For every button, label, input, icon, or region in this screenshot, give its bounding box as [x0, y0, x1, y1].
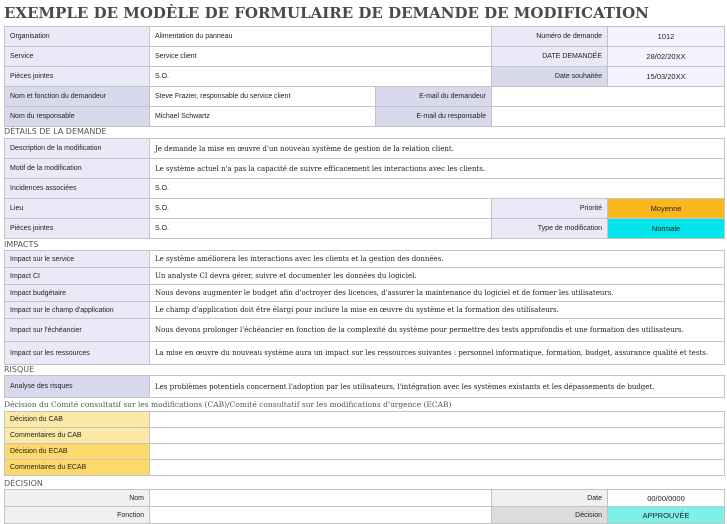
change-type-label: Type de modification [492, 219, 608, 239]
request-number-label: Numéro de demande [492, 27, 608, 47]
impact-service-field[interactable]: Le système améliorera les interactions avec les clients et la gestion des données. [150, 251, 725, 268]
cab-heading: Décision du Comité consultatif sur les modifications (CAB)/Comité consultatif sur les modifications d'urgence (ECAB) [4, 400, 452, 409]
risk-heading: RISQUE [4, 365, 35, 374]
impact-schedule-field[interactable]: Nous devons prolonger l'échéancier en fonction de la complexité du système pour permettre des tests approfondis et une formation des utilisateurs. [150, 319, 725, 342]
date-requested-field[interactable]: 28/02/20XX [608, 47, 725, 67]
requester-email-field[interactable] [492, 87, 725, 107]
impact-scope-label: Impact sur le champ d'application [5, 302, 150, 319]
impact-service-label: Impact sur le service [5, 251, 150, 268]
decision-function-label: Fonction [5, 507, 150, 524]
date-requested-label: DATE DEMANDÉE [492, 47, 608, 67]
attachments-label: Pièces jointes [5, 67, 150, 87]
date-desired-field[interactable]: 15/03/20XX [608, 67, 725, 87]
impact-ci-label: Impact CI [5, 268, 150, 285]
priority-label: Priorité [492, 199, 608, 219]
attachments-field[interactable]: S.O. [150, 67, 492, 87]
risk-analysis-label: Analyse des risques [5, 376, 150, 398]
impact-budget-label: Impact budgétaire [5, 285, 150, 302]
table-row [5, 412, 725, 428]
details-attachments-field[interactable]: S.O. [150, 219, 492, 239]
service-label: Service [5, 47, 150, 67]
manager-email-label: E-mail du responsable [376, 107, 492, 127]
requester-field[interactable]: Steve Frazier, responsable du service client [150, 87, 376, 107]
details-table [4, 138, 725, 239]
requester-email-label: E-mail du demandeur [376, 87, 492, 107]
impact-ci-field[interactable]: Un analyste CI devra gérer, suivre et documenter les données du logiciel. [150, 268, 725, 285]
decision-heading: DÉCISION [4, 479, 43, 488]
description-label: Description de la modification [5, 139, 150, 159]
organisation-label: Organisation [5, 27, 150, 47]
decision-status-field[interactable]: APPROUVÉE [608, 507, 725, 524]
risk-analysis-field[interactable]: Les problèmes potentiels concernent l'adoption par les utilisateurs, l'intégration avec les systèmes existants et les dépassements de budget. [150, 376, 725, 398]
ecab-comments-field[interactable] [150, 460, 725, 476]
reason-field[interactable]: Le système actuel n'a pas la capacité de suivre efficacement les interactions avec les clients. [150, 159, 725, 179]
risk-table [4, 375, 725, 398]
impacts-heading: IMPACTS [4, 240, 39, 249]
impact-scope-field[interactable]: Le champ d'application doit être élargi pour inclure la mise en œuvre du système et la formation des utilisateurs. [150, 302, 725, 319]
cab-table [4, 411, 725, 476]
decision-name-field[interactable] [150, 490, 492, 507]
cab-comments-label: Commentaires du CAB [5, 428, 150, 444]
table-row [5, 285, 725, 302]
decision-label: Décision [492, 507, 608, 524]
manager-field[interactable]: Michael Schwartz [150, 107, 376, 127]
table-row [5, 444, 725, 460]
incidents-label: Incidences associées [5, 179, 150, 199]
description-field[interactable]: Je demande la mise en œuvre d'un nouveau système de gestion de la relation client. [150, 139, 725, 159]
manager-label: Nom du responsable [5, 107, 150, 127]
table-row [5, 251, 725, 268]
details-attachments-label: Pièces jointes [5, 219, 150, 239]
ecab-comments-label: Commentaires du ECAB [5, 460, 150, 476]
ecab-decision-field[interactable] [150, 444, 725, 460]
decision-table [4, 489, 725, 524]
manager-email-field[interactable] [492, 107, 725, 127]
decision-function-field[interactable] [150, 507, 492, 524]
page-title: EXEMPLE DE MODÈLE DE FORMULAIRE DE DEMANDE DE MODIFICATION [4, 4, 649, 22]
header-table [4, 26, 725, 127]
cab-comments-field[interactable] [150, 428, 725, 444]
table-row [5, 342, 725, 365]
details-heading: DÉTAILS DE LA DEMANDE [4, 127, 107, 136]
change-type-field[interactable]: Normale [608, 219, 725, 239]
impact-budget-field[interactable]: Nous devons augmenter le budget afin d'octroyer des licences, d'assurer la maintenance du logiciel et de former les utilisateurs. [150, 285, 725, 302]
table-row [5, 268, 725, 285]
decision-name-label: Nom [5, 490, 150, 507]
table-row [5, 302, 725, 319]
impact-resources-field[interactable]: La mise en œuvre du nouveau système aura un impact sur les ressources suivantes : personnel informatique, formation, budget, assurance qualité et tests. [150, 342, 725, 365]
service-field[interactable]: Service client [150, 47, 492, 67]
impact-resources-label: Impact sur les ressources [5, 342, 150, 365]
decision-date-field[interactable]: 00/00/0000 [608, 490, 725, 507]
table-row [5, 319, 725, 342]
table-row [5, 428, 725, 444]
impacts-table [4, 250, 725, 365]
incidents-field[interactable]: S.O. [150, 179, 725, 199]
request-number-field[interactable]: 1012 [608, 27, 725, 47]
cab-decision-field[interactable] [150, 412, 725, 428]
priority-field[interactable]: Moyenne [608, 199, 725, 219]
requester-label: Nom et fonction du demandeur [5, 87, 150, 107]
date-desired-label: Date souhaitée [492, 67, 608, 87]
table-row [5, 460, 725, 476]
decision-date-label: Date [492, 490, 608, 507]
cab-decision-label: Décision du CAB [5, 412, 150, 428]
organisation-field[interactable]: Alimentation du panneau [150, 27, 492, 47]
impact-schedule-label: Impact sur l'échéancier [5, 319, 150, 342]
location-label: Lieu [5, 199, 150, 219]
location-field[interactable]: S.O. [150, 199, 492, 219]
reason-label: Motif de la modification [5, 159, 150, 179]
ecab-decision-label: Décision du ECAB [5, 444, 150, 460]
